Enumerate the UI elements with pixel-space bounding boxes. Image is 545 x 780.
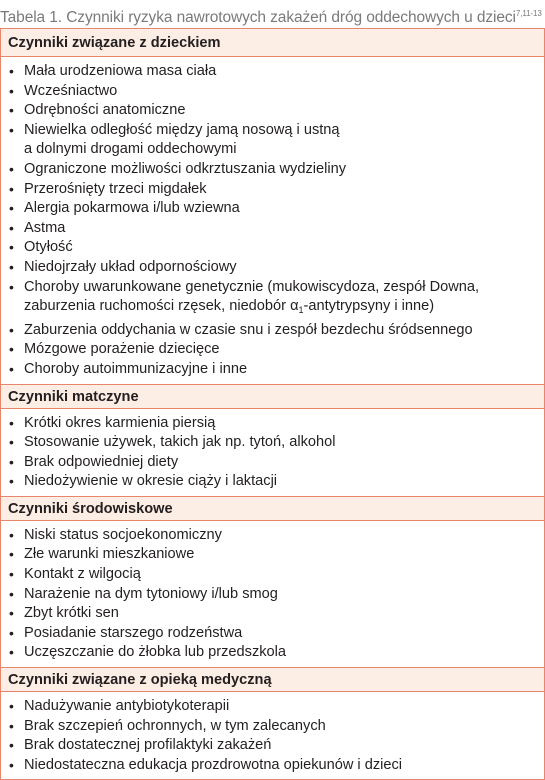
list-item: [1, 199, 544, 219]
bullet-icon: •: [9, 258, 14, 275]
list-item-text: Niedojrzały układ odpornościowy: [24, 258, 237, 275]
list-item-text: Brak szczepień ochronnych, w tym zalecanych: [24, 717, 326, 734]
list-item-text: Krótki okres karmienia piersią: [24, 414, 216, 431]
list-item-line: [24, 414, 536, 434]
list-item-line: [24, 697, 536, 717]
bullet-icon: •: [9, 453, 14, 470]
list-item-text: a dolnymi drogami oddechowymi: [24, 141, 237, 158]
bullet-icon: •: [9, 473, 14, 490]
bullet-icon: •: [9, 63, 14, 79]
alpha-subscript: 1: [298, 305, 304, 316]
list-item-text: Wcześniactwo: [24, 82, 118, 99]
list-item-text: Stosowanie używek, takich jak np. tytoń, alkohol: [24, 434, 336, 451]
bullet-icon: •: [9, 737, 14, 754]
bullet-icon: •: [9, 698, 14, 715]
bullet-icon: •: [9, 605, 14, 622]
bullet-icon: •: [9, 756, 14, 773]
list-item-text: Niedostateczna edukacja prozdrowotna opiekunów i dzieci: [24, 756, 403, 773]
list-item-text: Posiadanie starszego rodzeństwa: [24, 624, 243, 641]
bullet-icon: •: [9, 414, 14, 431]
list-item-line: [24, 360, 536, 380]
section-header: Czynniki związane z opieką medyczną: [1, 667, 544, 692]
list-item: [1, 219, 544, 239]
bullet-icon: •: [9, 219, 14, 236]
bullet-icon: •: [9, 160, 14, 177]
list-item-line: [24, 140, 536, 160]
list-item-line: [24, 736, 536, 756]
list-item-line: [24, 278, 536, 298]
list-item: [1, 238, 544, 258]
table-caption: [0, 0, 545, 28]
list-item: [1, 278, 544, 321]
list-item-line: [24, 472, 536, 492]
list-item: [1, 101, 544, 121]
list-item: [1, 624, 544, 644]
list-item-text: Choroby uwarunkowane genetycznie (mukowiscydoza, zespół Downa,: [24, 278, 480, 295]
list-item: [1, 453, 544, 473]
list-item-line: [24, 160, 536, 180]
list-item-text: Kontakt z wilgocią: [24, 566, 141, 583]
section-item-list: [1, 692, 544, 779]
bullet-icon: •: [9, 717, 14, 734]
list-item-line: [24, 756, 536, 776]
list-item: [1, 321, 544, 341]
list-item: [1, 360, 544, 380]
list-item-line: [24, 238, 536, 258]
bullet-icon: •: [9, 180, 14, 197]
list-item-text: Uczęszczanie do żłobka lub przedszkola: [24, 644, 287, 661]
bullet-icon: •: [9, 360, 14, 377]
bullet-icon: •: [9, 644, 14, 661]
list-item-text: Narażenie na dym tytoniowy i/lub smog: [24, 585, 278, 602]
list-item-text: Alergia pokarmowa i/lub wziewna: [24, 200, 240, 217]
section-item-list: [1, 57, 544, 384]
list-item-line: [24, 624, 536, 644]
list-item-text: zaburzenia ruchomości rzęsek, niedobór α: [24, 298, 299, 315]
bullet-icon: •: [9, 624, 14, 641]
list-item-line: [24, 297, 536, 321]
list-item-text: Niewielka odległość między jamą nosową i ustną: [24, 121, 340, 138]
bullet-icon: •: [9, 546, 14, 563]
list-item-text: Astma: [24, 219, 66, 236]
list-item-line: [24, 199, 536, 219]
list-item-text: Choroby autoimmunizacyjne i inne: [24, 360, 248, 377]
list-item-text: Brak dostatecznej profilaktyki zakażeń: [24, 737, 272, 754]
list-item-line: [24, 526, 536, 546]
risk-factors-table: [0, 28, 545, 780]
list-item-line: [24, 565, 536, 585]
section-header: Czynniki środowiskowe: [1, 496, 544, 521]
list-item: [1, 180, 544, 200]
list-item-line: [24, 219, 536, 239]
list-item: [1, 414, 544, 434]
list-item: [1, 340, 544, 360]
bullet-icon: •: [9, 434, 14, 451]
list-item-line: [24, 717, 536, 737]
list-item-line: [24, 545, 536, 565]
list-item: [1, 756, 544, 776]
list-item: [1, 160, 544, 180]
bullet-icon: •: [9, 278, 14, 295]
list-item: [1, 82, 544, 102]
list-item-line: [24, 258, 536, 278]
list-item-line: [24, 321, 536, 341]
list-item: [1, 526, 544, 546]
list-item-text: Złe warunki mieszkaniowe: [24, 546, 195, 563]
bullet-icon: •: [9, 341, 14, 358]
list-item-text: Nadużywanie antybiotykoterapii: [24, 698, 230, 715]
list-item: [1, 697, 544, 717]
list-item-text: Przerośnięty trzeci migdałek: [24, 180, 207, 197]
list-item-line: [24, 82, 536, 102]
list-item: [1, 433, 544, 453]
list-item-line: [24, 604, 536, 624]
list-item-line: [24, 101, 536, 121]
list-item-text: Odrębności anatomiczne: [24, 102, 186, 119]
bullet-icon: •: [9, 82, 14, 99]
section-item-list: [1, 521, 544, 667]
section-item-list: [1, 409, 544, 496]
list-item-text: Niski status socjoekonomiczny: [24, 526, 222, 543]
section-header: Czynniki związane z dzieckiem: [1, 28, 544, 57]
list-item-line: [24, 433, 536, 453]
bullet-icon: •: [9, 102, 14, 119]
list-item: [1, 736, 544, 756]
bullet-icon: •: [9, 321, 14, 338]
list-item-text-tail: -antytrypsyny i inne): [303, 298, 435, 315]
list-item: [1, 604, 544, 624]
table-caption-text: Tabela 1. Czynniki ryzyka nawrotowych zakażeń dróg oddechowych u dzieci: [0, 9, 516, 26]
list-item-text: Zaburzenia oddychania w czasie snu i zespół bezdechu śródsennego: [24, 321, 473, 338]
list-item: [1, 121, 544, 160]
table-caption-refs: 7,11-13: [515, 9, 542, 18]
list-item: [1, 643, 544, 663]
list-item-line: [24, 585, 536, 605]
list-item-line: [24, 62, 536, 82]
list-item-text: Niedożywienie w okresie ciąży i laktacji: [24, 473, 278, 490]
bullet-icon: •: [9, 200, 14, 217]
list-item-line: [24, 340, 536, 360]
list-item-text: Brak odpowiedniej diety: [24, 453, 179, 470]
list-item: [1, 545, 544, 565]
bullet-icon: •: [9, 585, 14, 602]
list-item-text: Otyłość: [24, 239, 73, 256]
list-item: [1, 472, 544, 492]
list-item-text: Zbyt krótki sen: [24, 605, 119, 622]
list-item-text: Ograniczone możliwości odkrztuszania wydzieliny: [24, 160, 347, 177]
section-header: Czynniki matczyne: [1, 384, 544, 409]
list-item-line: [24, 453, 536, 473]
list-item-text: Mała urodzeniowa masa ciała: [24, 63, 217, 79]
list-item: [1, 258, 544, 278]
list-item: [1, 565, 544, 585]
list-item-line: [24, 643, 536, 663]
bullet-icon: •: [9, 239, 14, 256]
list-item: [1, 585, 544, 605]
list-item-text: Mózgowe porażenie dziecięce: [24, 341, 220, 358]
list-item-line: [24, 180, 536, 200]
list-item: [1, 717, 544, 737]
list-item-line: [24, 121, 536, 141]
bullet-icon: •: [9, 566, 14, 583]
bullet-icon: •: [9, 526, 14, 543]
list-item: [1, 62, 544, 82]
bullet-icon: •: [9, 121, 14, 138]
